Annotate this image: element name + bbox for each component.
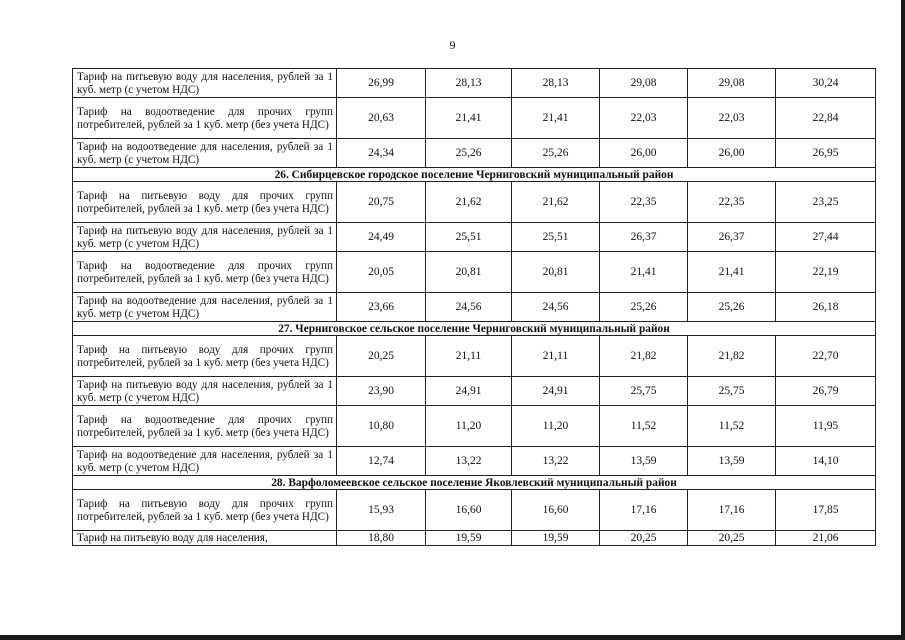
tariff-description: Тариф на питьевую воду для населения, рублей за 1 куб. метр (с учетом НДС) <box>73 377 337 406</box>
tariff-value: 13,59 <box>600 447 688 476</box>
tariff-description: Тариф на питьевую воду для населения, рублей за 1 куб. метр (с учетом НДС) <box>73 223 337 252</box>
tariff-description: Тариф на питьевую воду для населения, <box>73 531 337 546</box>
tariff-table-body <box>73 69 876 546</box>
tariff-value: 22,19 <box>776 252 876 293</box>
tariff-value: 13,59 <box>688 447 776 476</box>
tariff-value: 21,82 <box>600 336 688 377</box>
tariff-value: 20,25 <box>600 531 688 546</box>
tariff-description: Тариф на питьевую воду для прочих групп потребителей, рублей за 1 куб. метр (без учета НДС) <box>73 182 337 223</box>
tariff-value: 28,13 <box>426 69 512 98</box>
tariff-row <box>73 139 876 168</box>
tariff-row <box>73 98 876 139</box>
tariff-value: 20,25 <box>337 336 426 377</box>
tariff-value: 11,95 <box>776 406 876 447</box>
tariff-value: 20,81 <box>512 252 600 293</box>
tariff-value: 19,59 <box>426 531 512 546</box>
tariff-value: 22,35 <box>600 182 688 223</box>
tariff-description: Тариф на водоотведение для населения, рублей за 1 куб. метр (с учетом НДС) <box>73 293 337 322</box>
tariff-row <box>73 252 876 293</box>
section-title: 26. Сибирцевское городское поселение Черниговский муниципальный район <box>73 168 876 182</box>
tariff-value: 25,26 <box>512 139 600 168</box>
tariff-value: 25,51 <box>426 223 512 252</box>
tariff-row <box>73 69 876 98</box>
tariff-value: 17,16 <box>600 490 688 531</box>
tariff-row <box>73 293 876 322</box>
tariff-row <box>73 223 876 252</box>
tariff-value: 21,06 <box>776 531 876 546</box>
tariff-value: 24,49 <box>337 223 426 252</box>
tariff-value: 15,93 <box>337 490 426 531</box>
tariff-description: Тариф на водоотведение для населения, рублей за 1 куб. метр (с учетом НДС) <box>73 447 337 476</box>
tariff-row <box>73 406 876 447</box>
tariff-value: 18,80 <box>337 531 426 546</box>
tariff-value: 20,05 <box>337 252 426 293</box>
tariff-value: 22,35 <box>688 182 776 223</box>
tariff-value: 21,62 <box>512 182 600 223</box>
tariff-value: 20,81 <box>426 252 512 293</box>
scan-edge-bottom <box>0 635 905 640</box>
tariff-value: 22,84 <box>776 98 876 139</box>
tariff-row <box>73 447 876 476</box>
section-title: 28. Варфоломеевское сельское поселение Яковлевский муниципальный район <box>73 476 876 490</box>
tariff-table <box>72 68 876 546</box>
tariff-value: 24,56 <box>426 293 512 322</box>
tariff-value: 20,63 <box>337 98 426 139</box>
tariff-value: 22,03 <box>600 98 688 139</box>
tariff-value: 25,26 <box>600 293 688 322</box>
tariff-value: 13,22 <box>426 447 512 476</box>
tariff-value: 22,70 <box>776 336 876 377</box>
tariff-value: 21,11 <box>426 336 512 377</box>
tariff-value: 25,75 <box>600 377 688 406</box>
tariff-value: 11,52 <box>600 406 688 447</box>
tariff-value: 25,51 <box>512 223 600 252</box>
tariff-value: 23,90 <box>337 377 426 406</box>
tariff-value: 26,00 <box>600 139 688 168</box>
tariff-value: 21,41 <box>600 252 688 293</box>
tariff-value: 16,60 <box>512 490 600 531</box>
tariff-value: 26,95 <box>776 139 876 168</box>
tariff-value: 25,75 <box>688 377 776 406</box>
tariff-value: 17,16 <box>688 490 776 531</box>
tariff-description: Тариф на водоотведение для прочих групп потребителей, рублей за 1 куб. метр (без учета НДС) <box>73 98 337 139</box>
section-title: 27. Черниговское сельское поселение Черниговский муниципальный район <box>73 322 876 336</box>
tariff-value: 21,41 <box>512 98 600 139</box>
section-header-row <box>73 476 876 490</box>
tariff-value: 25,26 <box>688 293 776 322</box>
tariff-value: 26,99 <box>337 69 426 98</box>
section-header-row <box>73 168 876 182</box>
tariff-row <box>73 490 876 531</box>
tariff-description: Тариф на водоотведение для населения, рублей за 1 куб. метр (с учетом НДС) <box>73 139 337 168</box>
tariff-value: 30,24 <box>776 69 876 98</box>
tariff-value: 21,62 <box>426 182 512 223</box>
tariff-row <box>73 377 876 406</box>
tariff-value: 23,25 <box>776 182 876 223</box>
tariff-value: 29,08 <box>600 69 688 98</box>
tariff-value: 29,08 <box>688 69 776 98</box>
tariff-row <box>73 336 876 377</box>
tariff-row <box>73 531 876 546</box>
tariff-value: 26,37 <box>600 223 688 252</box>
tariff-value: 10,80 <box>337 406 426 447</box>
tariff-value: 26,79 <box>776 377 876 406</box>
tariff-value: 26,18 <box>776 293 876 322</box>
tariff-description: Тариф на водоотведение для прочих групп потребителей, рублей за 1 куб. метр (без учета НДС) <box>73 406 337 447</box>
tariff-value: 22,03 <box>688 98 776 139</box>
tariff-description: Тариф на питьевую воду для прочих групп потребителей, рублей за 1 куб. метр (без учета НДС) <box>73 490 337 531</box>
tariff-value: 14,10 <box>776 447 876 476</box>
tariff-description: Тариф на водоотведение для прочих групп потребителей, рублей за 1 куб. метр (без учета НДС) <box>73 252 337 293</box>
tariff-value: 21,41 <box>688 252 776 293</box>
tariff-value: 26,37 <box>688 223 776 252</box>
tariff-value: 11,52 <box>688 406 776 447</box>
tariff-value: 21,41 <box>426 98 512 139</box>
tariff-value: 17,85 <box>776 490 876 531</box>
page-number: 9 <box>449 38 456 52</box>
tariff-value: 13,22 <box>512 447 600 476</box>
tariff-value: 12,74 <box>337 447 426 476</box>
tariff-value: 25,26 <box>426 139 512 168</box>
tariff-value: 21,82 <box>688 336 776 377</box>
tariff-row <box>73 182 876 223</box>
tariff-value: 11,20 <box>426 406 512 447</box>
tariff-value: 11,20 <box>512 406 600 447</box>
tariff-value: 24,34 <box>337 139 426 168</box>
tariff-value: 24,56 <box>512 293 600 322</box>
tariff-value: 21,11 <box>512 336 600 377</box>
tariff-description: Тариф на питьевую воду для населения, рублей за 1 куб. метр (с учетом НДС) <box>73 69 337 98</box>
tariff-value: 24,91 <box>512 377 600 406</box>
tariff-value: 20,25 <box>688 531 776 546</box>
tariff-value: 19,59 <box>512 531 600 546</box>
tariff-value: 16,60 <box>426 490 512 531</box>
tariff-value: 26,00 <box>688 139 776 168</box>
tariff-value: 20,75 <box>337 182 426 223</box>
tariff-value: 24,91 <box>426 377 512 406</box>
tariff-value: 27,44 <box>776 223 876 252</box>
scan-edge-right <box>901 0 905 640</box>
tariff-description: Тариф на питьевую воду для прочих групп потребителей, рублей за 1 куб. метр (без учета НДС) <box>73 336 337 377</box>
tariff-value: 28,13 <box>512 69 600 98</box>
tariff-value: 23,66 <box>337 293 426 322</box>
section-header-row <box>73 322 876 336</box>
